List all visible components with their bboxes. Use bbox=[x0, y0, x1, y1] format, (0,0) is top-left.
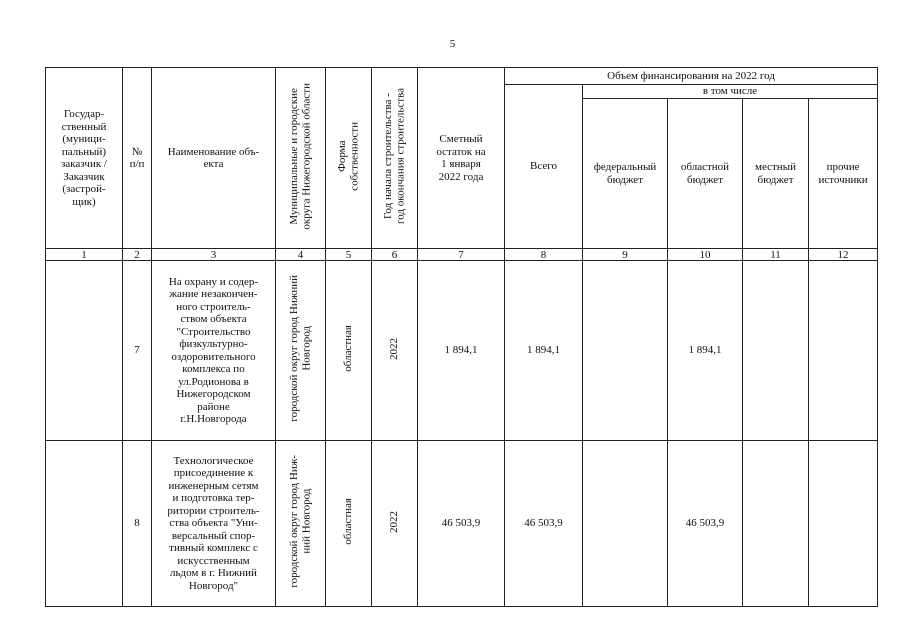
column-number-row bbox=[46, 249, 878, 261]
cell-balance: 1 894,1 bbox=[418, 261, 505, 441]
cell-balance: 46 503,9 bbox=[418, 441, 505, 607]
cell-regional: 1 894,1 bbox=[668, 261, 743, 441]
column-number: 8 bbox=[505, 249, 583, 261]
financing-table bbox=[45, 67, 878, 607]
header-regional: областной бюджет bbox=[668, 99, 743, 249]
cell-customer bbox=[46, 261, 123, 441]
column-number: 3 bbox=[152, 249, 276, 261]
cell-object-name: Технологическое присоединение к инженерным сетям и подготовка тер- ритории строитель- ства объекта "Уни- версальный спор- тивный комплекс с искусственным льдом в г. Нижний Новгород" bbox=[152, 441, 276, 607]
cell-ownership: областная bbox=[326, 441, 372, 607]
header-financing: Объем финансирования на 2022 год bbox=[505, 68, 878, 85]
cell-regional: 46 503,9 bbox=[668, 441, 743, 607]
column-number: 6 bbox=[372, 249, 418, 261]
cell-local bbox=[743, 261, 809, 441]
cell-federal bbox=[583, 261, 668, 441]
header-total: Всего bbox=[505, 85, 583, 249]
cell-ownership: областная bbox=[326, 261, 372, 441]
cell-years: 2022 bbox=[372, 441, 418, 607]
column-number: 9 bbox=[583, 249, 668, 261]
cell-municipality: городской округ город Нижний Новгород bbox=[276, 261, 326, 441]
column-number: 1 bbox=[46, 249, 123, 261]
cell-total: 1 894,1 bbox=[505, 261, 583, 441]
cell-other bbox=[809, 441, 878, 607]
page-number: 5 bbox=[449, 38, 456, 50]
cell-number: 7 bbox=[123, 261, 152, 441]
header-number: № п/п bbox=[123, 68, 152, 249]
cell-federal bbox=[583, 441, 668, 607]
column-number: 11 bbox=[743, 249, 809, 261]
column-number: 4 bbox=[276, 249, 326, 261]
cell-local bbox=[743, 441, 809, 607]
table-row bbox=[46, 441, 878, 607]
cell-total: 46 503,9 bbox=[505, 441, 583, 607]
cell-number: 8 bbox=[123, 441, 152, 607]
cell-object-name: На охрану и содер- жание незакончен- ного строитель- ством объекта "Строительство физкультурно- оздоровительного комплекса по ул.Родионова в Нижегородском районе г.Н.Новгорода bbox=[152, 261, 276, 441]
cell-municipality: городской округ город Ниж- ний Новгород bbox=[276, 441, 326, 607]
column-number: 7 bbox=[418, 249, 505, 261]
header-balance: Сметный остаток на 1 января 2022 года bbox=[418, 68, 505, 249]
header-other: прочие источники bbox=[809, 99, 878, 249]
cell-years: 2022 bbox=[372, 261, 418, 441]
header-ownership: Форма собственности bbox=[326, 68, 372, 249]
header-including: в том числе bbox=[583, 85, 878, 99]
header-customer: Государ- ственный (муници- пальный) заказчик / Заказчик (застрой- щик) bbox=[46, 68, 123, 249]
header-federal: федеральный бюджет bbox=[583, 99, 668, 249]
column-number: 5 bbox=[326, 249, 372, 261]
column-number: 12 bbox=[809, 249, 878, 261]
header-years: Год начала строительства - год окончания строительства bbox=[372, 68, 418, 249]
cell-other bbox=[809, 261, 878, 441]
header-municipality: Муниципальные и городские округа Нижегородской области bbox=[276, 68, 326, 249]
column-number: 2 bbox=[123, 249, 152, 261]
header-object-name: Наименование объ- екта bbox=[152, 68, 276, 249]
cell-customer bbox=[46, 441, 123, 607]
column-number: 10 bbox=[668, 249, 743, 261]
header-local: местный бюджет bbox=[743, 99, 809, 249]
table-row bbox=[46, 261, 878, 441]
